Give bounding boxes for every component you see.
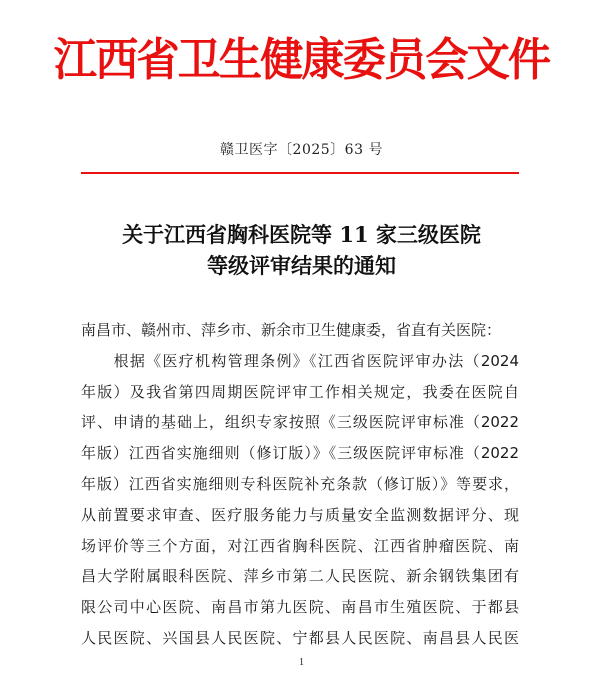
document-title [0,219,603,281]
body-line: 年版）江西省实施细则专科医院补充条款（修订版）》等要求， [81,474,519,493]
body-line: 年版）江西省实施细则（修订版）》《三级医院评审标准（2022 [81,444,519,463]
body-line: 限公司中心医院、南昌市第九医院、南昌市生殖医院、于都县 [81,598,519,617]
body-line: 昌大学附属眼科医院、萍乡市第二人民医院、新余钢铁集团有 [81,567,519,586]
body-line: 人民医院、兴国县人民医院、宁都县人民医院、南昌县人民医 [81,628,519,647]
body-line: 从前置要求审查、医疗服务能力与质量安全监测数据评分、现 [81,505,519,524]
salutation-line: 南昌市、赣州市、萍乡市、新余市卫生健康委，省直有关医院： [81,321,502,339]
body-line: 年版）及我省第四周期医院评审工作相关规定，我委在医院自 [81,382,519,401]
body-line: 评、申请的基础上，组织专家按照《三级医院评审标准（2022 [81,413,519,432]
red-divider-line [81,172,519,174]
masthead-title: 江西省卫生健康委员会文件 [53,33,550,86]
document-body [81,315,519,654]
page-number: 1 [299,657,304,668]
body-line: 场评价等三个方面，对江西省胸科医院、江西省肿瘤医院、南 [81,536,519,555]
body-line: 根据《医疗机构管理条例》《江西省医院评审办法（2024 [81,351,519,370]
document-title-line-1: 关于江西省胸科医院等 11 家三级医院 [122,222,481,247]
document-title-line-2: 等级评审结果的通知 [207,253,396,278]
document-number: 赣卫医字〔2025〕63 号 [220,142,383,158]
